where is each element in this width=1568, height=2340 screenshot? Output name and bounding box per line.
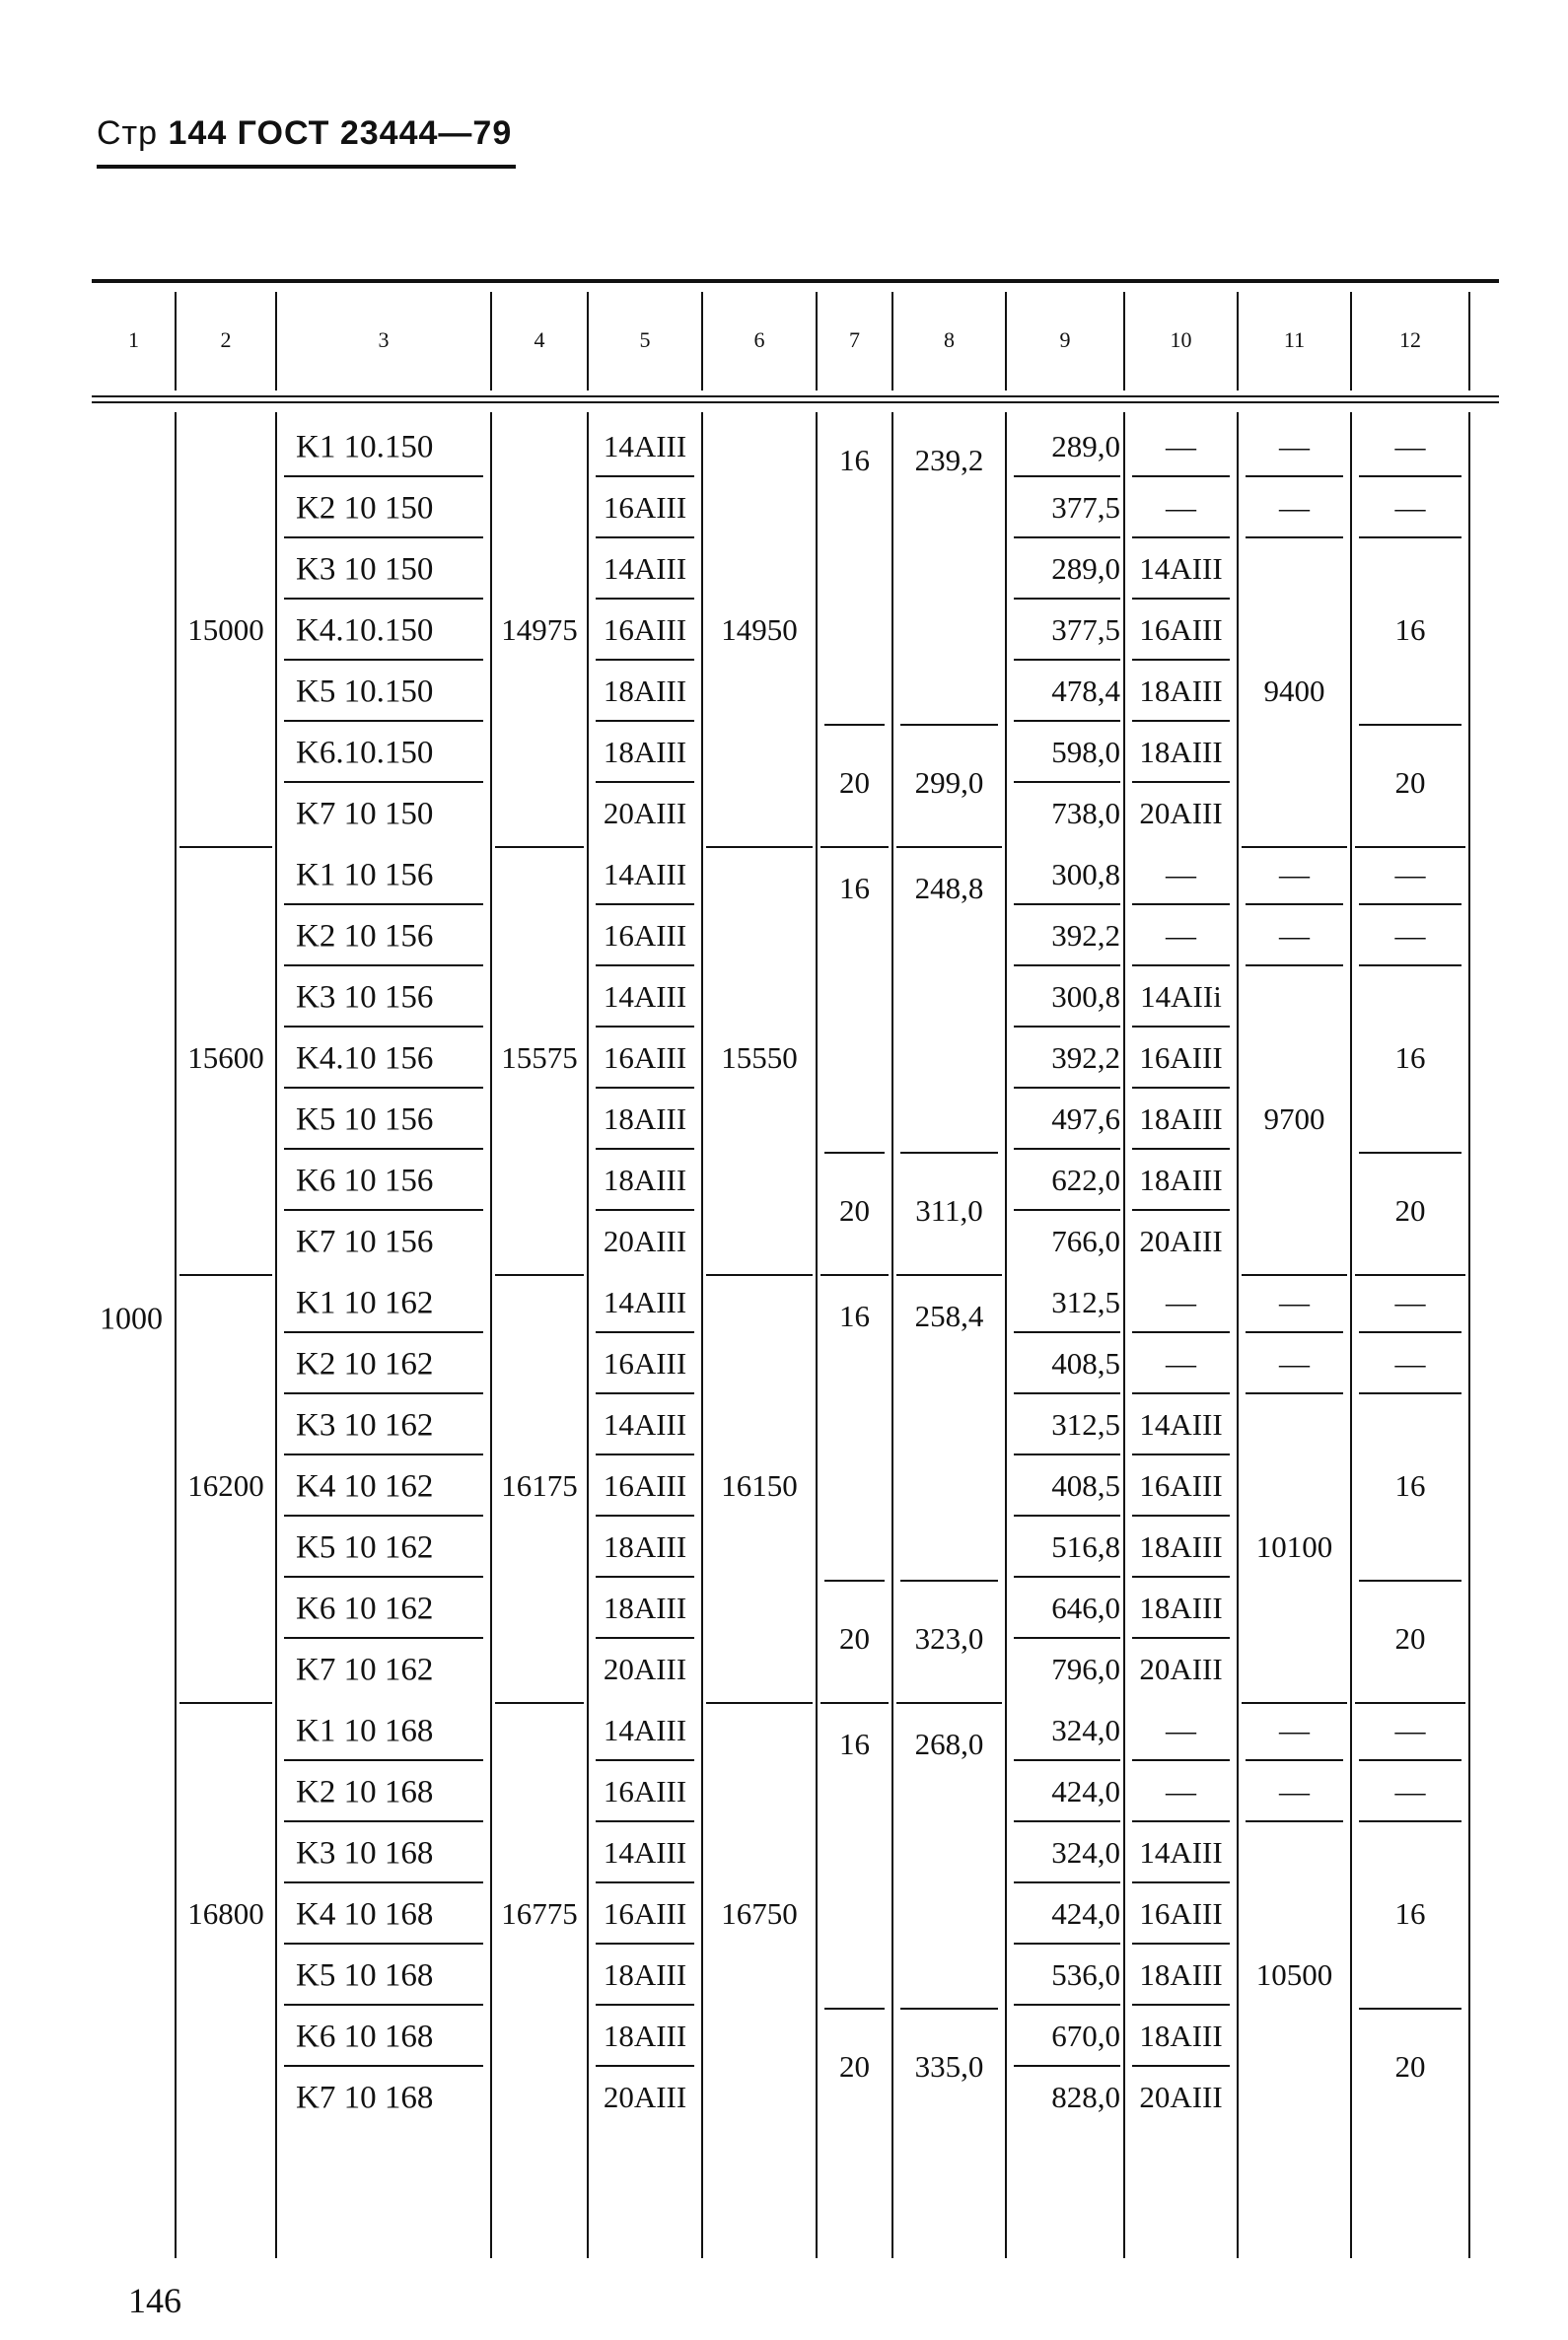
- rebar-2-cell: 20AIII: [1139, 2080, 1223, 2115]
- rebar-2-cell: 18AIII: [1139, 1957, 1223, 1993]
- rebar-cell: 16AIII: [603, 1346, 687, 1382]
- mark-cell: K7 10 156: [296, 1224, 434, 1260]
- mass-cell: 738,0: [1051, 796, 1120, 831]
- rebar-2-cell: 16AIII: [1139, 1896, 1223, 1932]
- header-prefix: Стр: [97, 114, 159, 152]
- mark-cell: K5 10.150: [296, 674, 434, 710]
- rebar-2-cell: 20AIII: [1139, 1652, 1223, 1687]
- rebar-2-cell: 14AIII: [1139, 1407, 1223, 1443]
- rebar-2-cell: —: [1166, 918, 1196, 954]
- load-cell: 258,4: [914, 1299, 984, 1334]
- col12-cell: —: [1394, 857, 1426, 892]
- rebar-2-cell: 16AIII: [1139, 1040, 1223, 1076]
- col12-value: 20: [1394, 1621, 1426, 1657]
- mass-cell: 289,0: [1051, 429, 1120, 464]
- mass-cell: 312,5: [1051, 1285, 1120, 1320]
- group-length-2: 15575: [501, 1040, 578, 1076]
- rebar-cell: 18AIII: [603, 1957, 687, 1993]
- rebar-2-cell: 14AIIi: [1140, 979, 1222, 1015]
- class-cell: 16: [839, 1727, 870, 1762]
- rebar-2-cell: 20AIII: [1139, 1224, 1223, 1259]
- mass-cell: 766,0: [1051, 1224, 1120, 1259]
- col12-cell: —: [1394, 1346, 1426, 1382]
- col11-cell: —: [1279, 429, 1310, 464]
- col11-value: 9400: [1263, 674, 1325, 709]
- mark-cell: K2 10 156: [296, 918, 434, 955]
- col12-value: 16: [1394, 1896, 1426, 1932]
- rebar-cell: 18AIII: [603, 1591, 687, 1626]
- mass-cell: 670,0: [1051, 2019, 1120, 2054]
- group-length: 16200: [187, 1468, 264, 1504]
- rebar-cell: 18AIII: [603, 735, 687, 770]
- mass-cell: 424,0: [1051, 1774, 1120, 1809]
- mark-cell: K5 10 162: [296, 1529, 434, 1566]
- col11-cell: —: [1279, 1285, 1310, 1320]
- mark-cell: K5 10 156: [296, 1101, 434, 1138]
- mark-cell: K6 10 156: [296, 1163, 434, 1199]
- rebar-2-cell: 16AIII: [1139, 1468, 1223, 1504]
- rebar-2-cell: 18AIII: [1139, 2019, 1223, 2054]
- col11-cell: —: [1279, 1774, 1310, 1809]
- rebar-2-cell: 16AIII: [1139, 612, 1223, 648]
- mass-cell: 497,6: [1051, 1101, 1120, 1137]
- mass-cell: 598,0: [1051, 735, 1120, 770]
- col12-cell: —: [1394, 1713, 1426, 1748]
- mark-cell: K2 10 150: [296, 490, 434, 527]
- rebar-cell: 18AIII: [603, 1163, 687, 1198]
- mark-cell: K6 10 162: [296, 1591, 434, 1627]
- col12-cell: —: [1394, 1285, 1426, 1320]
- mark-cell: K2 10 168: [296, 1774, 434, 1810]
- load-cell: 299,0: [914, 765, 984, 801]
- rebar-2-cell: —: [1166, 1713, 1196, 1748]
- group-length: 15000: [187, 612, 264, 648]
- col11-cell: —: [1279, 1713, 1310, 1748]
- col11-cell: —: [1279, 918, 1310, 954]
- mark-cell: K6 10 168: [296, 2019, 434, 2055]
- load-cell: 239,2: [914, 443, 984, 478]
- mark-cell: K4 10 168: [296, 1896, 434, 1933]
- col12-value: 16: [1394, 1468, 1426, 1504]
- mark-cell: K1 10 162: [296, 1285, 434, 1321]
- rebar-cell: 14AIII: [603, 979, 687, 1015]
- rebar-cell: 16AIII: [603, 612, 687, 648]
- col12-value: 20: [1394, 765, 1426, 801]
- mass-cell: 622,0: [1051, 1163, 1120, 1198]
- class-cell: 20: [839, 765, 870, 801]
- mass-cell: 300,8: [1051, 979, 1120, 1015]
- rebar-2-cell: 20AIII: [1139, 796, 1223, 831]
- group-length-3: 16750: [721, 1896, 798, 1932]
- column-header: 1: [128, 327, 139, 353]
- mass-cell: 478,4: [1051, 674, 1120, 709]
- rebar-cell: 18AIII: [603, 674, 687, 709]
- col11-cell: —: [1279, 857, 1310, 892]
- group-length: 16800: [187, 1896, 264, 1932]
- rebar-cell: 18AIII: [603, 1101, 687, 1137]
- mark-cell: K1 10 168: [296, 1713, 434, 1749]
- mass-cell: 392,2: [1051, 918, 1120, 954]
- mass-cell: 408,5: [1051, 1346, 1120, 1382]
- mass-cell: 828,0: [1051, 2080, 1120, 2115]
- class-cell: 20: [839, 1193, 870, 1229]
- rebar-cell: 20AIII: [603, 1652, 687, 1687]
- group-length-2: 16175: [501, 1468, 578, 1504]
- rebar-cell: 20AIII: [603, 1224, 687, 1259]
- group-length-3: 15550: [721, 1040, 798, 1076]
- mark-cell: K3 10 168: [296, 1835, 434, 1872]
- class-cell: 20: [839, 1621, 870, 1657]
- mark-cell: K5 10 168: [296, 1957, 434, 1994]
- col11-value: 10500: [1255, 1957, 1333, 1993]
- rebar-2-cell: —: [1166, 1285, 1196, 1320]
- mass-cell: 324,0: [1051, 1835, 1120, 1871]
- col12-value: 16: [1394, 1040, 1426, 1076]
- col11-value: 10100: [1255, 1529, 1333, 1565]
- group-length: 15600: [187, 1040, 264, 1076]
- rebar-cell: 18AIII: [603, 2019, 687, 2054]
- col12-cell: —: [1394, 1774, 1426, 1809]
- rebar-cell: 14AIII: [603, 1713, 687, 1748]
- rebar-cell: 16AIII: [603, 918, 687, 954]
- rebar-2-cell: —: [1166, 857, 1196, 892]
- col1-value: 1000: [100, 1300, 163, 1336]
- group-length-2: 14975: [501, 612, 578, 648]
- mass-cell: 312,5: [1051, 1407, 1120, 1443]
- column-header: 3: [378, 327, 390, 353]
- rebar-cell: 16AIII: [603, 490, 687, 526]
- mass-cell: 516,8: [1051, 1529, 1120, 1565]
- mark-cell: K4.10 156: [296, 1040, 434, 1077]
- mark-cell: K7 10 168: [296, 2080, 434, 2116]
- rebar-2-cell: 14AIII: [1139, 1835, 1223, 1871]
- load-cell: 311,0: [915, 1193, 983, 1229]
- rebar-2-cell: —: [1166, 490, 1196, 526]
- header-title: 144 ГОСТ 23444—79: [168, 114, 513, 152]
- mass-cell: 424,0: [1051, 1896, 1120, 1932]
- col12-value: 20: [1394, 2049, 1426, 2085]
- rebar-cell: 14AIII: [603, 551, 687, 587]
- mark-cell: K4.10.150: [296, 612, 434, 649]
- mass-cell: 408,5: [1051, 1468, 1120, 1504]
- mass-cell: 377,5: [1051, 490, 1120, 526]
- rebar-cell: 14AIII: [603, 429, 687, 464]
- group-length-3: 16150: [721, 1468, 798, 1504]
- mass-cell: 796,0: [1051, 1652, 1120, 1687]
- column-header: 4: [534, 327, 545, 353]
- rebar-cell: 16AIII: [603, 1896, 687, 1932]
- mark-cell: K1 10.150: [296, 429, 434, 465]
- column-header: 6: [753, 327, 765, 353]
- mark-cell: K7 10 150: [296, 796, 434, 832]
- rebar-2-cell: 18AIII: [1139, 1163, 1223, 1198]
- rebar-cell: 14AIII: [603, 1285, 687, 1320]
- load-cell: 323,0: [914, 1621, 984, 1657]
- col12-value: 20: [1394, 1193, 1426, 1229]
- col12-cell: —: [1394, 490, 1426, 526]
- rebar-2-cell: 18AIII: [1139, 735, 1223, 770]
- mark-cell: K6.10.150: [296, 735, 434, 771]
- rebar-cell: 14AIII: [603, 1407, 687, 1443]
- group-length-3: 14950: [721, 612, 798, 648]
- mass-cell: 536,0: [1051, 1957, 1120, 1993]
- mark-cell: K3 10 156: [296, 979, 434, 1016]
- mark-cell: K7 10 162: [296, 1652, 434, 1688]
- col12-value: 16: [1394, 612, 1426, 648]
- column-header: 2: [220, 327, 232, 353]
- rebar-2-cell: —: [1166, 429, 1196, 464]
- col11-value: 9700: [1263, 1101, 1325, 1137]
- group-length-2: 16775: [501, 1896, 578, 1932]
- column-header: 12: [1399, 327, 1421, 353]
- mark-cell: K2 10 162: [296, 1346, 434, 1383]
- rebar-2-cell: —: [1166, 1774, 1196, 1809]
- rebar-cell: 20AIII: [603, 796, 687, 831]
- rebar-2-cell: 18AIII: [1139, 1101, 1223, 1137]
- column-header: 8: [944, 327, 955, 353]
- load-cell: 335,0: [914, 2049, 984, 2085]
- mass-cell: 377,5: [1051, 612, 1120, 648]
- mark-cell: K3 10 150: [296, 551, 434, 588]
- mark-cell: K3 10 162: [296, 1407, 434, 1444]
- rebar-2-cell: —: [1166, 1346, 1196, 1382]
- col12-cell: —: [1394, 918, 1426, 954]
- class-cell: 16: [839, 1299, 870, 1334]
- rebar-cell: 20AIII: [603, 2080, 687, 2115]
- mass-cell: 392,2: [1051, 1040, 1120, 1076]
- load-cell: 248,8: [914, 871, 984, 906]
- mark-cell: K1 10 156: [296, 857, 434, 893]
- rebar-2-cell: 14AIII: [1139, 551, 1223, 587]
- rebar-cell: 16AIII: [603, 1774, 687, 1809]
- class-cell: 20: [839, 2049, 870, 2085]
- mass-cell: 324,0: [1051, 1713, 1120, 1748]
- col12-cell: —: [1394, 429, 1426, 464]
- col11-cell: —: [1279, 490, 1310, 526]
- class-cell: 16: [839, 871, 870, 906]
- mass-cell: 289,0: [1051, 551, 1120, 587]
- column-header: 10: [1170, 327, 1192, 353]
- page-number: 146: [128, 2281, 181, 2320]
- rebar-2-cell: 18AIII: [1139, 1529, 1223, 1565]
- mark-cell: K4 10 162: [296, 1468, 434, 1505]
- col11-cell: —: [1279, 1346, 1310, 1382]
- rebar-2-cell: 18AIII: [1139, 674, 1223, 709]
- class-cell: 16: [839, 443, 870, 478]
- column-header: 5: [639, 327, 651, 353]
- rebar-2-cell: 18AIII: [1139, 1591, 1223, 1626]
- rebar-cell: 14AIII: [603, 857, 687, 892]
- rebar-cell: 16AIII: [603, 1468, 687, 1504]
- mass-cell: 646,0: [1051, 1591, 1120, 1626]
- rebar-cell: 16AIII: [603, 1040, 687, 1076]
- mass-cell: 300,8: [1051, 857, 1120, 892]
- column-header: 9: [1059, 327, 1071, 353]
- rebar-cell: 14AIII: [603, 1835, 687, 1871]
- rebar-cell: 18AIII: [603, 1529, 687, 1565]
- column-header: 7: [849, 327, 860, 353]
- column-header: 11: [1283, 327, 1306, 353]
- load-cell: 268,0: [914, 1727, 984, 1762]
